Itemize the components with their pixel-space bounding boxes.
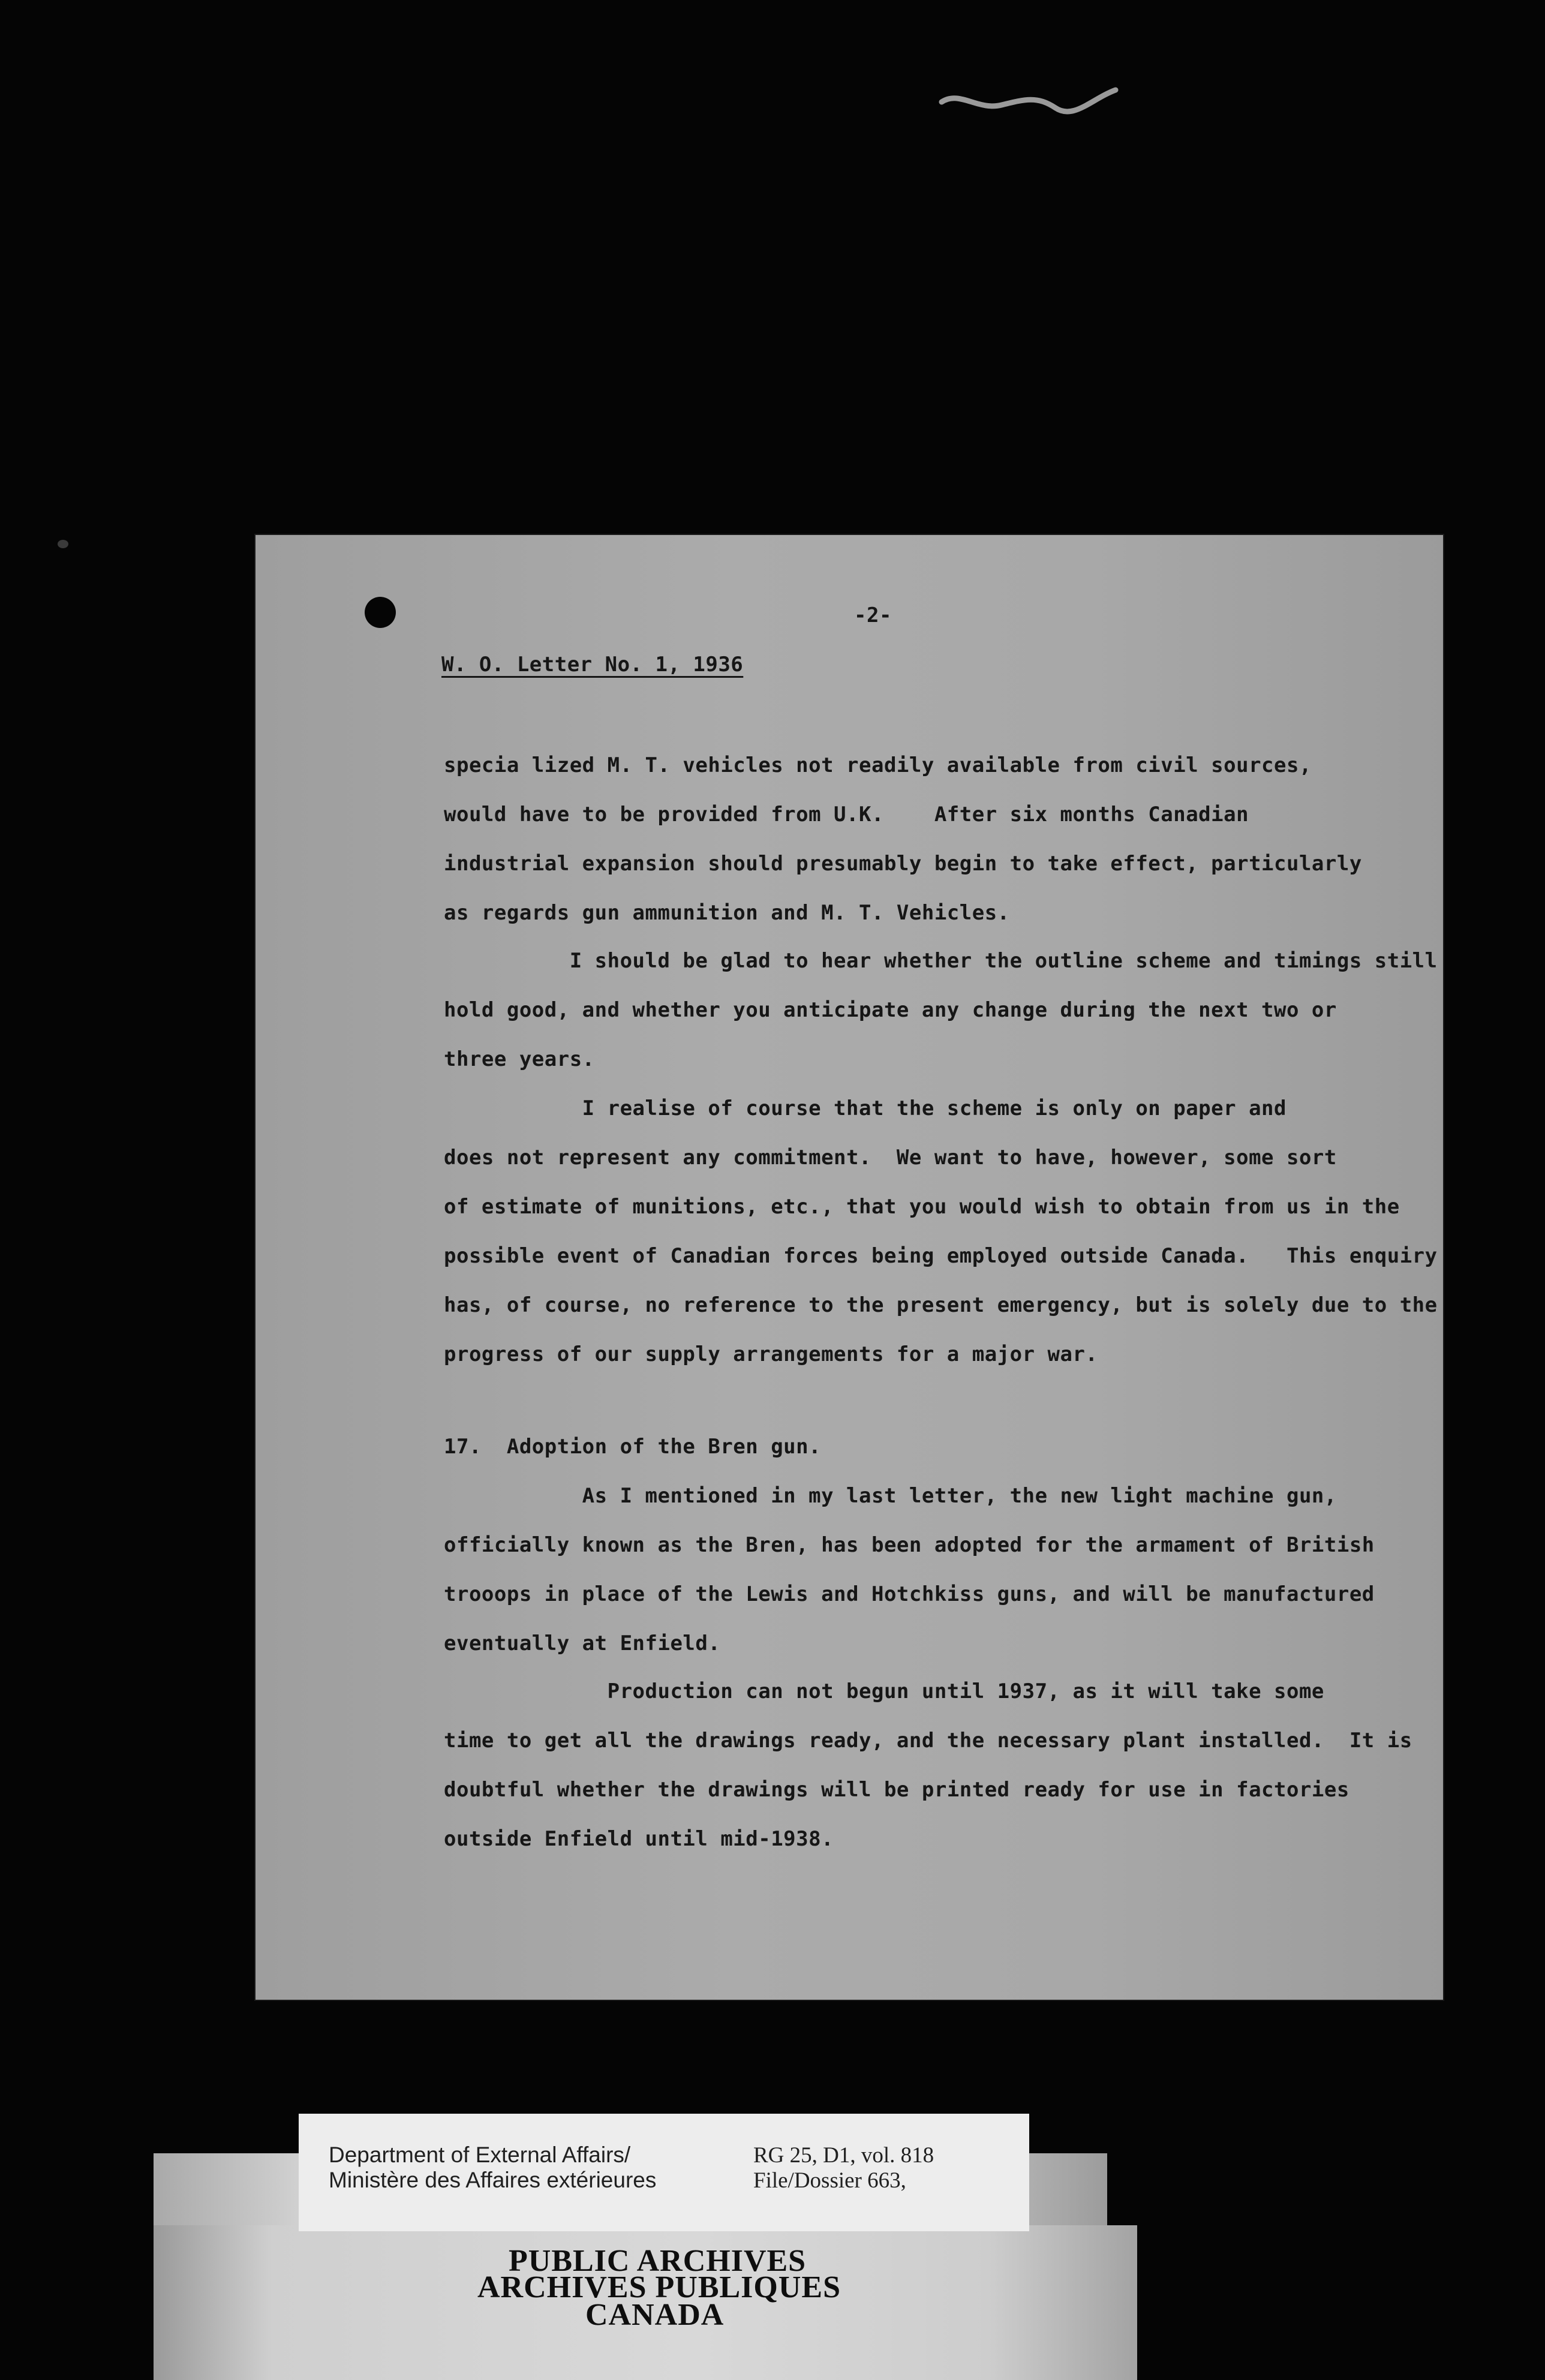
section-line: officially known as the Bren, has been adopted for the armament of British <box>444 1533 1375 1557</box>
body-line: possible event of Canadian forces being employed outside Canada. This enquiry <box>444 1244 1438 1268</box>
file-reference: File/Dossier 663, <box>753 2168 906 2193</box>
page-number: -2- <box>854 603 892 627</box>
section-line: As I mentioned in my last letter, the new light machine gun, <box>444 1484 1337 1508</box>
archive-stamp-line: PUBLIC ARCHIVES <box>509 2244 807 2278</box>
section-line: Production can not begun until 1937, as it will take some <box>444 1679 1324 1703</box>
body-line: industrial expansion should presumably begin to take effect, particularly <box>444 852 1362 876</box>
body-line: would have to be provided from U.K. After six months Canadian <box>444 803 1249 827</box>
section-line: time to get all the drawings ready, and the necessary plant installed. It is <box>444 1729 1412 1753</box>
department-english: Department of External Affairs/ <box>329 2142 631 2167</box>
body-line: has, of course, no reference to the present emergency, but is solely due to the <box>444 1293 1438 1317</box>
body-line: hold good, and whether you anticipate any change during the next two or <box>444 998 1337 1022</box>
body-line: does not represent any commitment. We want to have, however, some sort <box>444 1146 1337 1170</box>
body-line: of estimate of munitions, etc., that you would wish to obtain from us in the <box>444 1195 1400 1219</box>
section-line: outside Enfield until mid-1938. <box>444 1827 834 1851</box>
film-scratch <box>936 78 1128 126</box>
body-line: three years. <box>444 1047 595 1071</box>
archive-stamp-line: CANADA <box>585 2298 725 2332</box>
letter-reference: W. O. Letter No. 1, 1936 <box>441 653 744 677</box>
section-line: eventually at Enfield. <box>444 1631 721 1655</box>
archive-stamp-line: ARCHIVES PUBLIQUES <box>477 2270 841 2304</box>
section-heading: 17. Adoption of the Bren gun. <box>444 1435 822 1459</box>
body-line: I realise of course that the scheme is only on paper and <box>444 1096 1287 1120</box>
body-line: specia lized M. T. vehicles not readily available from civil sources, <box>444 753 1312 777</box>
record-group-reference: RG 25, D1, vol. 818 <box>753 2143 934 2168</box>
section-line: trooops in place of the Lewis and Hotchkiss guns, and will be manufactured <box>444 1582 1375 1606</box>
body-line: I should be glad to hear whether the outline scheme and timings still <box>444 949 1438 973</box>
film-speck <box>58 540 68 548</box>
punch-hole <box>365 597 396 628</box>
department-french: Ministère des Affaires extérieures <box>329 2168 657 2192</box>
section-line: doubtful whether the drawings will be printed ready for use in factories <box>444 1778 1349 1802</box>
body-line: progress of our supply arrangements for a major war. <box>444 1342 1098 1366</box>
body-line: as regards gun ammunition and M. T. Vehicles. <box>444 901 1010 925</box>
